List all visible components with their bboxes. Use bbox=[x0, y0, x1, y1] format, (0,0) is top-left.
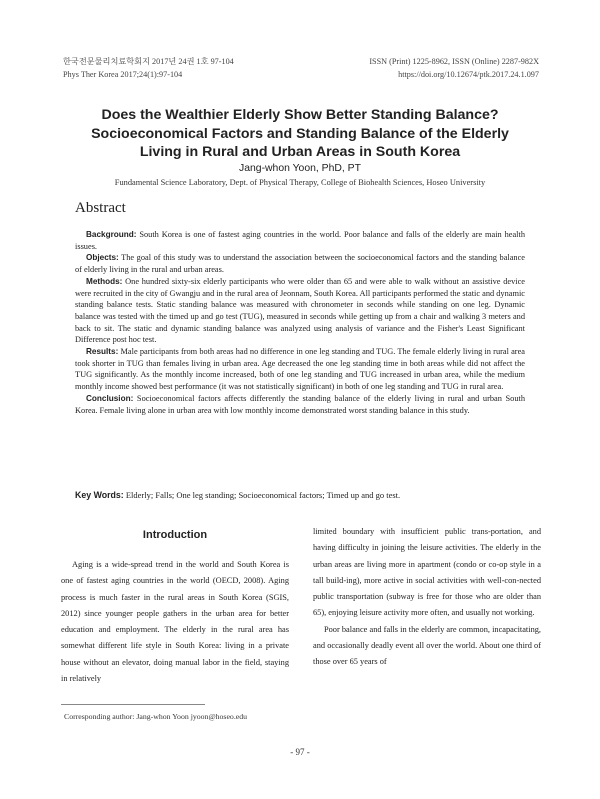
objects-label: Objects: bbox=[86, 253, 119, 263]
paper-title bbox=[40, 106, 560, 162]
abstract-heading: Abstract bbox=[75, 200, 126, 216]
footnote-divider bbox=[61, 704, 205, 705]
body-column-right bbox=[313, 524, 541, 671]
abstract-methods bbox=[75, 276, 525, 346]
column-text-left bbox=[61, 557, 289, 687]
introduction-heading: Introduction bbox=[142, 529, 208, 541]
keywords bbox=[75, 490, 535, 500]
methods-label: Methods: bbox=[86, 276, 123, 286]
intro-paragraph-1: Aging is a wide-spread trend in the world and South Korea is one of fastest aging countries in the world (OECD, 2008). Aging process is much faster in the rural areas in South Korea (SGIS, 2012) since younger people gathers in the urban area for better education and employment. The elderly in the rural area has somewhat different life style in South Korea: living in a private house without an elevator, doing manual labor in the field, staying in relatively bbox=[61, 560, 289, 684]
author-affiliation: Fundamental Science Laboratory, Dept. of Physical Therapy, College of Biohealth Sciences, Hoseo University bbox=[114, 178, 486, 187]
conclusion-label: Conclusion: bbox=[86, 393, 134, 403]
doi-link[interactable]: https://doi.org/10.12674/ptk.2017.24.1.097 bbox=[398, 70, 539, 79]
author-name: Jang-whon Yoon, PhD, PT bbox=[239, 163, 361, 174]
keywords-label: Key Words: bbox=[75, 490, 124, 500]
results-text: Male participants from both areas had no difference in one leg standing and TUG. The female elderly living in rural area took shorter in TUG than females living in urban area. Age decreased the one leg standing time in both areas while did not affect the TUG significantly. As the monthly income increased, both of one leg standing and TUG increased in urban area, while the medium monthly income showed best performance (it was not statistically significant) in both of one leg standing and TUG in rural area. bbox=[75, 347, 525, 392]
corresponding-author-footnote: Corresponding author: Jang-whon Yoon jyoon@hoseo.edu bbox=[64, 712, 248, 721]
abstract-results bbox=[75, 346, 525, 393]
title-line-1: Does the Wealthier Elderly Show Better Standing Balance? bbox=[101, 107, 499, 123]
background-text: South Korea is one of fastest aging countries in the world. Poor balance and falls of the elderly are main health issues. bbox=[75, 230, 525, 251]
abstract-body bbox=[75, 229, 525, 416]
intro-paragraph-1-continued: limited boundary with insufficient public trans-portation, and having difficulty in joining the leisure activities. The elderly in the urban areas are living more in apartment (condo or co-op style in a tall build-ing), more active in social activities with well-con-nected public transportation (subway is free for those who are older than 65), enjoying leisure activity more often, and usually not working. bbox=[313, 527, 541, 618]
results-label: Results: bbox=[86, 347, 119, 357]
intro-paragraph-2: Poor balance and falls in the elderly are common, incapacitating, and occasionally deadly event all over the world. About one third of those over 65 years of bbox=[313, 624, 541, 667]
abstract-conclusion bbox=[75, 393, 525, 416]
objects-text: The goal of this study was to understand the association between the socioeconomical factors and the standing balance of elderly living in the rural and urban areas. bbox=[75, 253, 525, 275]
keywords-text: Elderly; Falls; One leg standing; Socioeconomical factors; Timed up and go test. bbox=[123, 490, 401, 500]
methods-text: One hundred sixty-six elderly participants who were older than 65 and were able to walk without an assistive device were recruited in the city of Gwangju and in the rural area of Jeonnam, South Korea. All participants performed the static and dynamic standing balance tests. Static standing balance was measured with chronometer in seconds while standing on one leg. Dynamic balance was tested with the timed up and go test (TUG), measured in seconds while getting up from a chair and walking 3 meters and back to sit. The static and dynamic standing balance was analyzed using analysis of variance and the Fisher's Least Significant Difference post hoc test. bbox=[75, 276, 525, 345]
title-line-3: Living in Rural and Urban Areas in South Korea bbox=[139, 144, 461, 160]
journal-header-left bbox=[63, 55, 234, 81]
issn-line: ISSN (Print) 1225-8962, ISSN (Online) 2287-982X bbox=[369, 57, 539, 66]
body-column-left bbox=[61, 524, 289, 687]
page-number: - 97 - bbox=[290, 747, 310, 757]
journal-citation-korean: 한국전문물리치료학회지 2017년 24권 1호 97-104 bbox=[63, 57, 234, 66]
background-label: Background: bbox=[86, 230, 137, 239]
abstract-background bbox=[75, 229, 525, 252]
journal-citation-english: Phys Ther Korea 2017;24(1):97-104 bbox=[63, 70, 183, 79]
journal-header-right bbox=[369, 55, 539, 81]
abstract-objects bbox=[75, 252, 525, 275]
title-line-2: Socioeconomical Factors and Standing Balance of the Elderly bbox=[91, 125, 509, 142]
column-text-right bbox=[313, 524, 541, 671]
conclusion-text: Socioeconomical factors affects differently the standing balance of the elderly living in rural and urban South Korea. Female living alone in urban area with low monthly income demonstrated worst standing balance in this study. bbox=[75, 393, 525, 415]
